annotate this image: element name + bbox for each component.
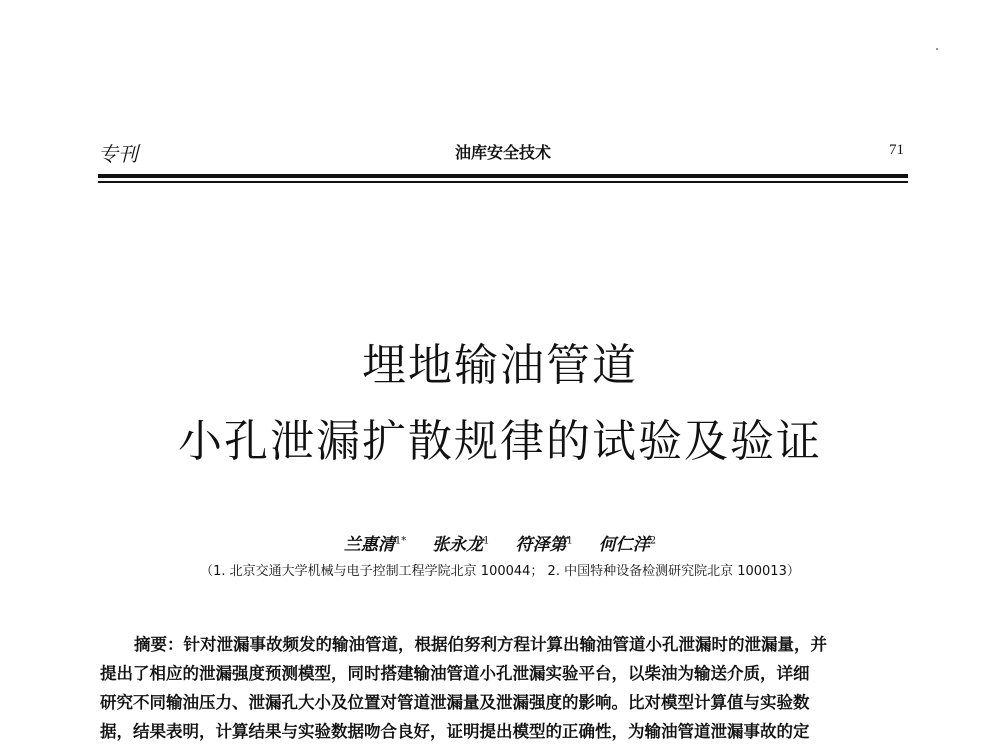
author-affil-mark: 1* [394,535,407,547]
author-affil-mark: 2 [649,535,657,547]
abstract-line: 摘要：针对泄漏事故频发的输油管道，根据伯努利方程计算出输油管道小孔泄漏时的泄漏量，并 [134,635,827,654]
article-title [0,338,1000,470]
title-line-2: 小孔泄漏扩散规律的试验及验证 [178,416,822,467]
author [344,530,406,555]
abstract-line: 据，结果表明，计算结果与实验数据吻合良好，证明提出模型的正确性，为输油管道泄漏事故的定 [100,722,810,741]
author-name: 张永龙 [432,535,484,555]
author [515,530,572,555]
running-header [98,138,908,168]
author-list [0,530,1000,555]
section-label: 专刊 [98,142,138,166]
affiliations: （1. 北京交通大学机械与电子控制工程学院北京 100044； 2. 中国特种设备检测研究院北京 100013） [200,564,800,579]
author-affil-mark: 1 [483,535,490,547]
author [599,530,656,555]
scan-speck [936,48,938,50]
abstract-line: 提出了相应的泄漏强度预测模型，同时搭建输油管道小孔泄漏实验平台，以柴油为输送介质，详细 [100,664,810,683]
abstract [100,630,906,746]
page-number: 71 [889,142,904,158]
header-rule-thick [98,174,908,178]
abstract-line: 研究不同输油压力、泄漏孔大小及位置对管道泄漏量及泄漏强度的影响。比对模型计算值与实验数 [100,693,810,712]
author-name: 兰惠清 [343,535,395,555]
author-affil-mark: 1 [566,535,573,547]
journal-name: 油库安全技术 [454,143,551,162]
header-rule-thin [98,181,908,183]
title-line-1: 埋地输油管道 [362,340,638,391]
author [432,530,489,555]
author-name: 符泽第 [515,535,567,555]
author-name: 何仁洋 [598,535,650,555]
